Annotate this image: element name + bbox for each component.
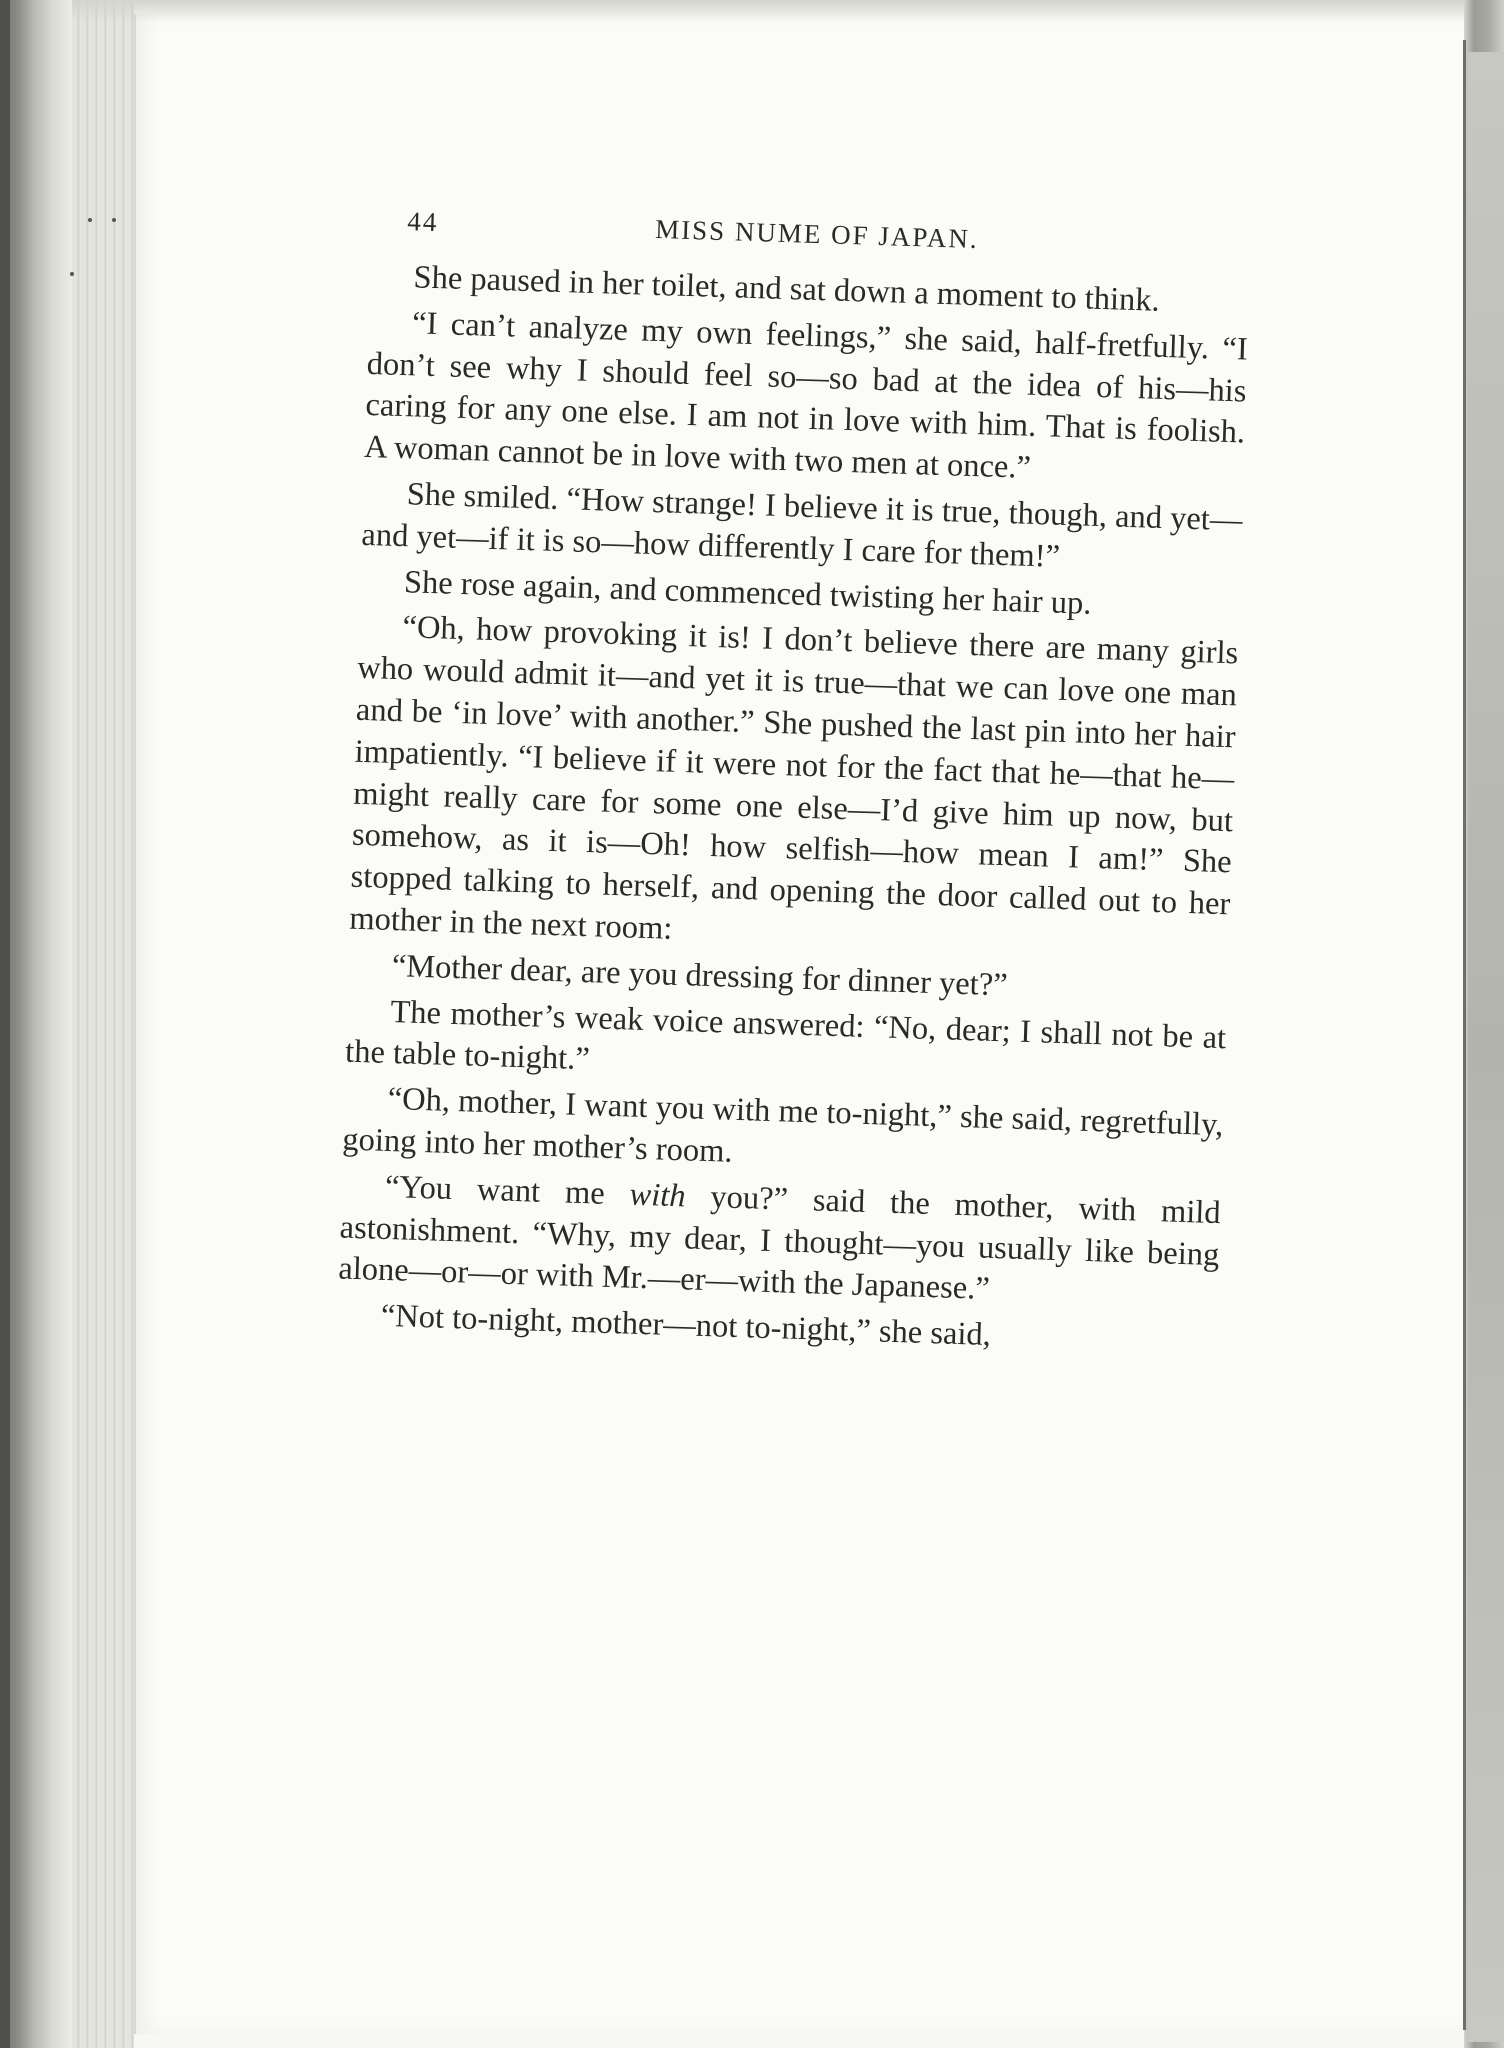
page-top-shadow [72, 0, 1472, 22]
paragraph: “Not to-night, mother—not to-night,” she said, [380, 1297, 992, 1354]
gutter-line [1463, 40, 1466, 2030]
page-edges-left [72, 0, 134, 2048]
paragraph: She smiled. “How strange! I believe it is true, though, and yet—and yet—if it is so—how differently I care for them!” [360, 476, 1243, 575]
paragraph-text: you?” said the mother, with mild astonishment. “Why, my dear, I thought—you usually like being alone—or—or with Mr.—er—with the Japanese.” [337, 1178, 1222, 1308]
page-text-block [336, 200, 1251, 1368]
scan-speck [112, 218, 116, 222]
paragraph: “Oh, how provoking it is! I don’t believe there are many girls who would admit it—and yet it is true—that we can love one man and be ‘in love’ with another.” She pushed the last pin into her hair impatiently. “I believe if it were not for the fact that he—that he—might really care for some one else—I’d give him up now, but somehow, as it is—Oh! how selfish—how mean I am!” She stopped talking to herself, and opening the door called out to her mother in the next room: [348, 609, 1239, 947]
scan-speck [70, 272, 74, 276]
page-number: 44 [406, 206, 439, 238]
paragraph: “Oh, mother, I want you with me to-night,” she said, regretfully, going into her mother’s room. [341, 1081, 1224, 1170]
facing-page-edge [1468, 52, 1504, 2042]
paragraph [338, 1165, 1222, 1318]
paragraph: “I can’t analyze my own feelings,” she said, half-fretfully. “I don’t see why I should feel so—so bad at the idea of his—his caring for any one else. I am not in love with him. That is foolish. A woman cannot be in love with two men at once.” [363, 305, 1249, 487]
running-title: MISS NUME OF JAPAN. [654, 213, 980, 255]
paragraph: “Mother dear, are you dressing for dinner yet?” [391, 947, 1009, 1004]
paragraph: She paused in her toilet, and sat down a moment to think. [413, 259, 1161, 319]
emphasis-text: with [629, 1176, 687, 1215]
scan-speck [88, 218, 92, 222]
book-spine-left [0, 0, 72, 2048]
paragraph: She rose again, and commenced twisting her hair up. [403, 563, 1092, 622]
paragraph: The mother’s weak voice answered: “No, dear; I shall not be at the table to-night.” [344, 993, 1227, 1078]
paragraph-text: “You want me [384, 1168, 631, 1213]
book-cover-edge [0, 0, 10, 2048]
